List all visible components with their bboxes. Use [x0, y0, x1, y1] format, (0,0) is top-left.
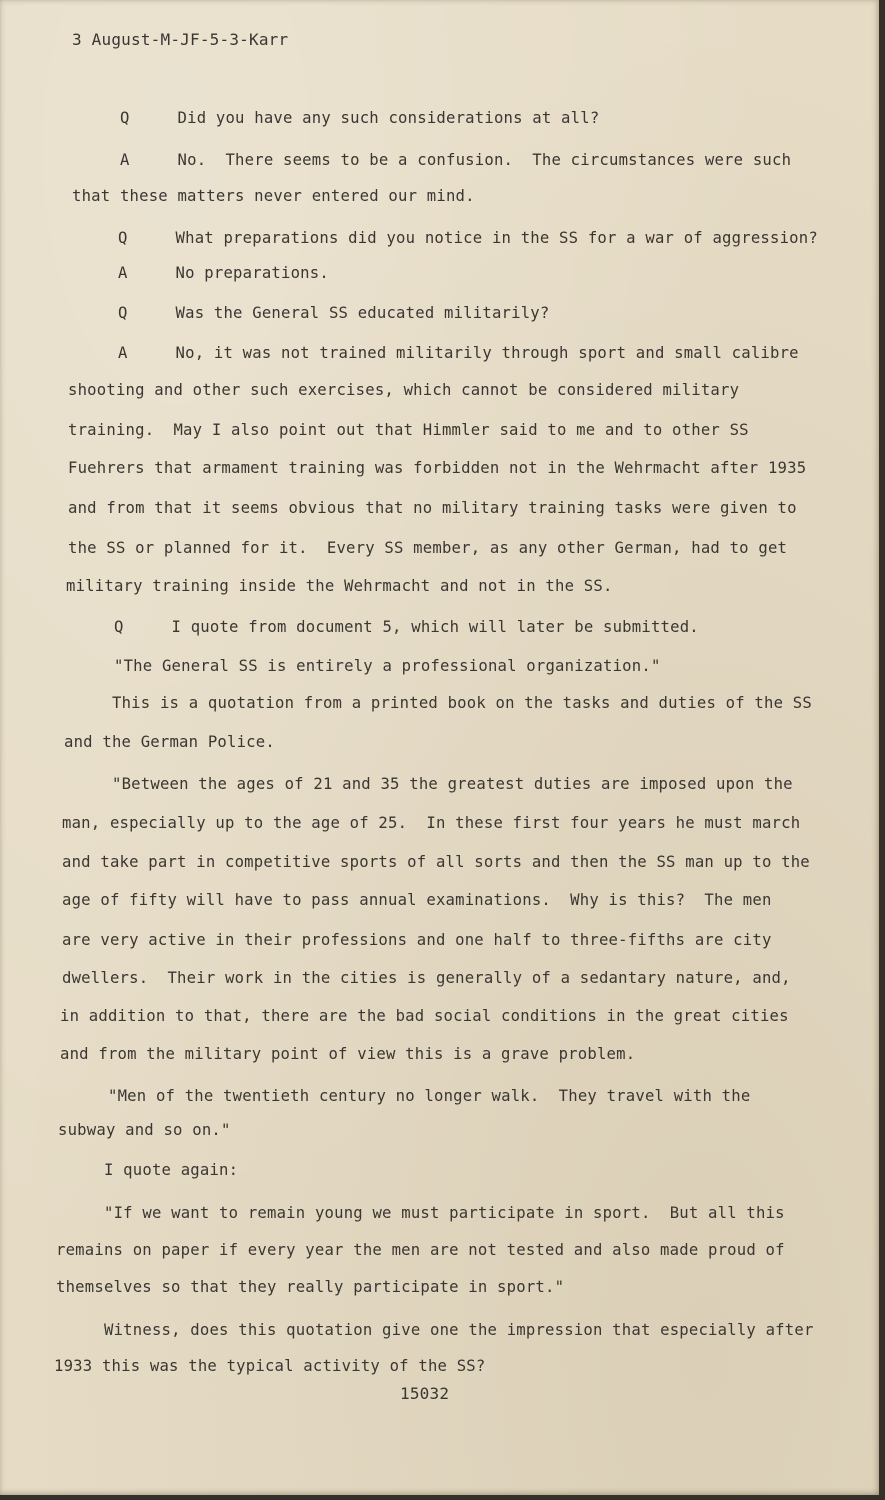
- text-line: that these matters never entered our mind.: [72, 187, 475, 205]
- text-line: and the German Police.: [64, 733, 275, 751]
- scan-edge-right: [879, 0, 885, 1500]
- text-line: Q What preparations did you notice in the SS for a war of aggression?: [118, 229, 818, 247]
- text-line: in addition to that, there are the bad social conditions in the great cities: [60, 1007, 789, 1025]
- text-line: age of fifty will have to pass annual examinations. Why is this? The men: [62, 891, 772, 909]
- text-line: "The General SS is entirely a professional organization.": [114, 657, 661, 675]
- text-line: Q I quote from document 5, which will later be submitted.: [114, 618, 699, 636]
- page-header: 3 August-M-JF-5-3-Karr: [72, 30, 289, 49]
- text-line: "Between the ages of 21 and 35 the greatest duties are imposed upon the: [112, 775, 793, 793]
- text-line: shooting and other such exercises, which cannot be considered military: [68, 381, 740, 399]
- text-line: and from that it seems obvious that no military training tasks were given to: [68, 499, 797, 517]
- text-line: military training inside the Wehrmacht and not in the SS.: [66, 577, 613, 595]
- text-line: training. May I also point out that Himmler said to me and to other SS: [68, 421, 749, 439]
- text-line: remains on paper if every year the men are not tested and also made proud of: [56, 1241, 785, 1259]
- text-line: A No preparations.: [118, 264, 329, 282]
- text-line: 1933 this was the typical activity of the SS?: [54, 1357, 486, 1375]
- text-line: Witness, does this quotation give one the impression that especially after: [104, 1321, 814, 1339]
- text-line: Q Was the General SS educated militarily?: [118, 304, 550, 322]
- text-line: This is a quotation from a printed book on the tasks and duties of the SS: [112, 694, 812, 712]
- text-line: "Men of the twentieth century no longer walk. They travel with the: [108, 1087, 751, 1105]
- text-line: are very active in their professions and one half to three-fifths are city: [62, 931, 772, 949]
- page-number: 15032: [400, 1384, 450, 1403]
- text-line: the SS or planned for it. Every SS member, as any other German, had to get: [68, 539, 788, 557]
- text-line: and take part in competitive sports of all sorts and then the SS man up to the: [62, 853, 810, 871]
- text-line: themselves so that they really participate in sport.": [56, 1278, 565, 1296]
- text-line: dwellers. Their work in the cities is generally of a sedantary nature, and,: [62, 969, 791, 987]
- text-line: Fuehrers that armament training was forbidden not in the Wehrmacht after 1935: [68, 459, 807, 477]
- scan-edge-bottom: [0, 1495, 885, 1500]
- text-line: A No. There seems to be a confusion. The circumstances were such: [120, 151, 792, 169]
- text-line: man, especially up to the age of 25. In these first four years he must march: [62, 814, 801, 832]
- text-line: Q Did you have any such considerations at all?: [120, 109, 600, 127]
- text-line: I quote again:: [104, 1161, 239, 1179]
- text-line: subway and so on.": [58, 1121, 231, 1139]
- text-line: "If we want to remain young we must participate in sport. But all this: [104, 1204, 785, 1222]
- text-line: A No, it was not trained militarily through sport and small calibre: [118, 344, 799, 362]
- text-line: and from the military point of view this is a grave problem.: [60, 1045, 636, 1063]
